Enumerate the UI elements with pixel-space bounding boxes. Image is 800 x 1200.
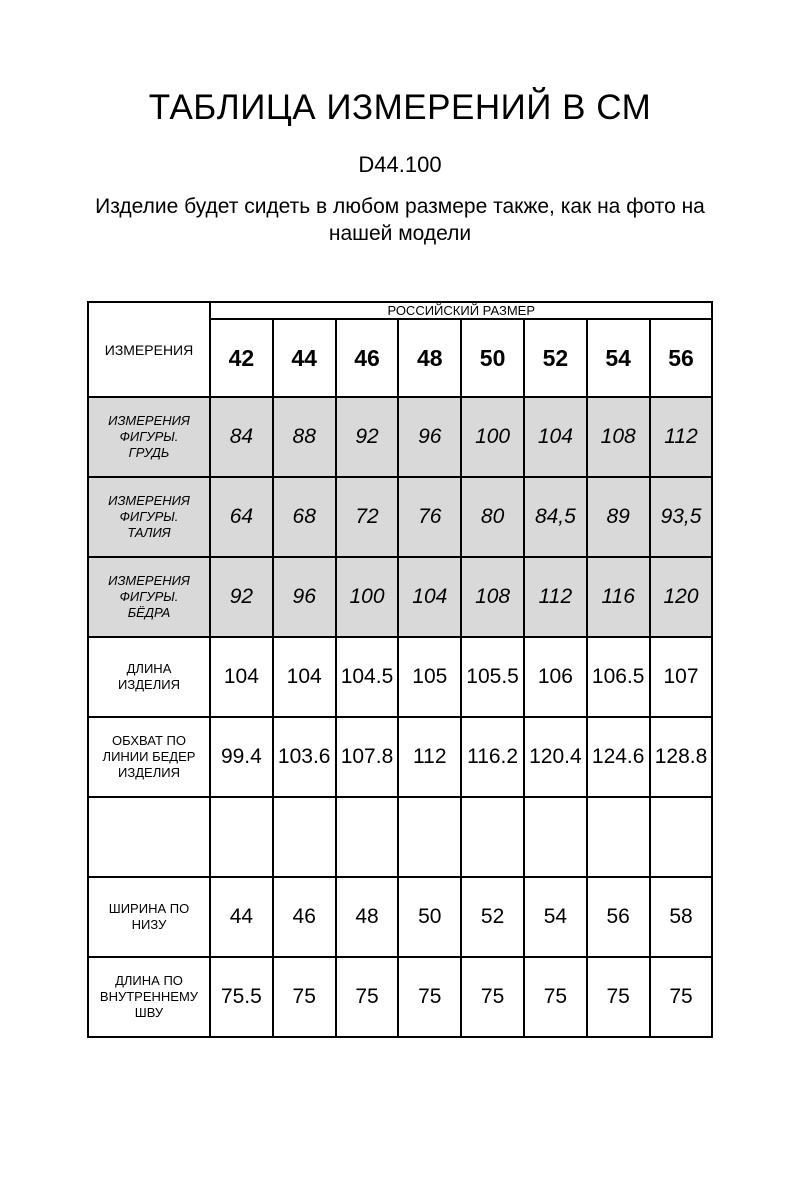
size-column-header: 44 [273, 319, 336, 397]
value-cell: 75 [461, 957, 524, 1037]
value-cell: 112 [650, 397, 713, 477]
value-cell [650, 797, 713, 877]
row-label: ОБХВАТ ПО ЛИНИИ БЕДЕР ИЗДЕЛИЯ [88, 717, 210, 797]
size-column-header: 52 [524, 319, 587, 397]
value-cell: 105 [398, 637, 461, 717]
value-cell: 104.5 [336, 637, 399, 717]
value-cell: 107 [650, 637, 713, 717]
page-subtitle: Изделие будет сидеть в любом размере также, как на фото на нашей модели [95, 195, 705, 245]
value-cell: 68 [273, 477, 336, 557]
value-cell: 120.4 [524, 717, 587, 797]
value-cell: 100 [461, 397, 524, 477]
row-label: ШИРИНА ПО НИЗУ [88, 877, 210, 957]
russian-size-header: РОССИЙСКИЙ РАЗМЕР [210, 302, 712, 319]
value-cell: 80 [461, 477, 524, 557]
row-label [88, 797, 210, 877]
value-cell: 96 [273, 557, 336, 637]
value-cell: 106.5 [587, 637, 650, 717]
value-cell: 75 [587, 957, 650, 1037]
value-cell [336, 797, 399, 877]
value-cell: 104 [398, 557, 461, 637]
value-cell: 72 [336, 477, 399, 557]
value-cell: 103.6 [273, 717, 336, 797]
value-cell: 50 [398, 877, 461, 957]
table-row-figure-chest [88, 397, 712, 477]
value-cell: 54 [524, 877, 587, 957]
value-cell: 112 [524, 557, 587, 637]
row-label: ИЗМЕРЕНИЯ ФИГУРЫ. ГРУДЬ [88, 397, 210, 477]
value-cell: 107.8 [336, 717, 399, 797]
value-cell: 104 [273, 637, 336, 717]
value-cell: 75 [273, 957, 336, 1037]
table-row-inseam-length [88, 957, 712, 1037]
value-cell: 89 [587, 477, 650, 557]
value-cell: 88 [273, 397, 336, 477]
value-cell: 75 [336, 957, 399, 1037]
value-cell: 99.4 [210, 717, 273, 797]
page-title: ТАБЛИЦА ИЗМЕРЕНИЙ В СМ [148, 88, 652, 127]
value-cell: 56 [587, 877, 650, 957]
value-cell: 96 [398, 397, 461, 477]
value-cell: 104 [210, 637, 273, 717]
value-cell: 116 [587, 557, 650, 637]
value-cell: 52 [461, 877, 524, 957]
row-label: ДЛИНА ИЗДЕЛИЯ [88, 637, 210, 717]
value-cell: 75.5 [210, 957, 273, 1037]
value-cell: 124.6 [587, 717, 650, 797]
size-column-header: 46 [336, 319, 399, 397]
value-cell: 106 [524, 637, 587, 717]
product-code: D44.100 [358, 152, 442, 177]
group-header-row [88, 302, 712, 319]
table-row-hip-girth [88, 717, 712, 797]
size-column-header: 56 [650, 319, 713, 397]
table-row-empty [88, 797, 712, 877]
value-cell: 108 [587, 397, 650, 477]
value-cell: 64 [210, 477, 273, 557]
value-cell: 76 [398, 477, 461, 557]
value-cell: 105.5 [461, 637, 524, 717]
size-column-header: 42 [210, 319, 273, 397]
value-cell [524, 797, 587, 877]
value-cell [398, 797, 461, 877]
row-label: ИЗМЕРЕНИЯ ФИГУРЫ. БЁДРА [88, 557, 210, 637]
row-label: ИЗМЕРЕНИЯ ФИГУРЫ. ТАЛИЯ [88, 477, 210, 557]
value-cell: 112 [398, 717, 461, 797]
value-cell: 75 [650, 957, 713, 1037]
value-cell [461, 797, 524, 877]
value-cell: 48 [336, 877, 399, 957]
value-cell: 128.8 [650, 717, 713, 797]
value-cell: 92 [336, 397, 399, 477]
value-cell: 116.2 [461, 717, 524, 797]
table-row-figure-hips [88, 557, 712, 637]
value-cell: 93,5 [650, 477, 713, 557]
size-column-header: 50 [461, 319, 524, 397]
value-cell: 120 [650, 557, 713, 637]
value-cell: 92 [210, 557, 273, 637]
value-cell: 44 [210, 877, 273, 957]
value-cell: 75 [398, 957, 461, 1037]
value-cell: 84 [210, 397, 273, 477]
value-cell [273, 797, 336, 877]
table-row-bottom-width [88, 877, 712, 957]
value-cell: 84,5 [524, 477, 587, 557]
table-row-item-length [88, 637, 712, 717]
size-column-header: 48 [398, 319, 461, 397]
value-cell: 100 [336, 557, 399, 637]
value-cell: 46 [273, 877, 336, 957]
value-cell [210, 797, 273, 877]
value-cell: 75 [524, 957, 587, 1037]
table-row-figure-waist [88, 477, 712, 557]
measurements-corner-header: ИЗМЕРЕНИЯ [88, 302, 210, 397]
size-table [87, 301, 713, 1038]
value-cell: 58 [650, 877, 713, 957]
value-cell: 108 [461, 557, 524, 637]
value-cell [587, 797, 650, 877]
value-cell: 104 [524, 397, 587, 477]
size-column-header: 54 [587, 319, 650, 397]
row-label: ДЛИНА ПО ВНУТРЕННЕМУ ШВУ [88, 957, 210, 1037]
